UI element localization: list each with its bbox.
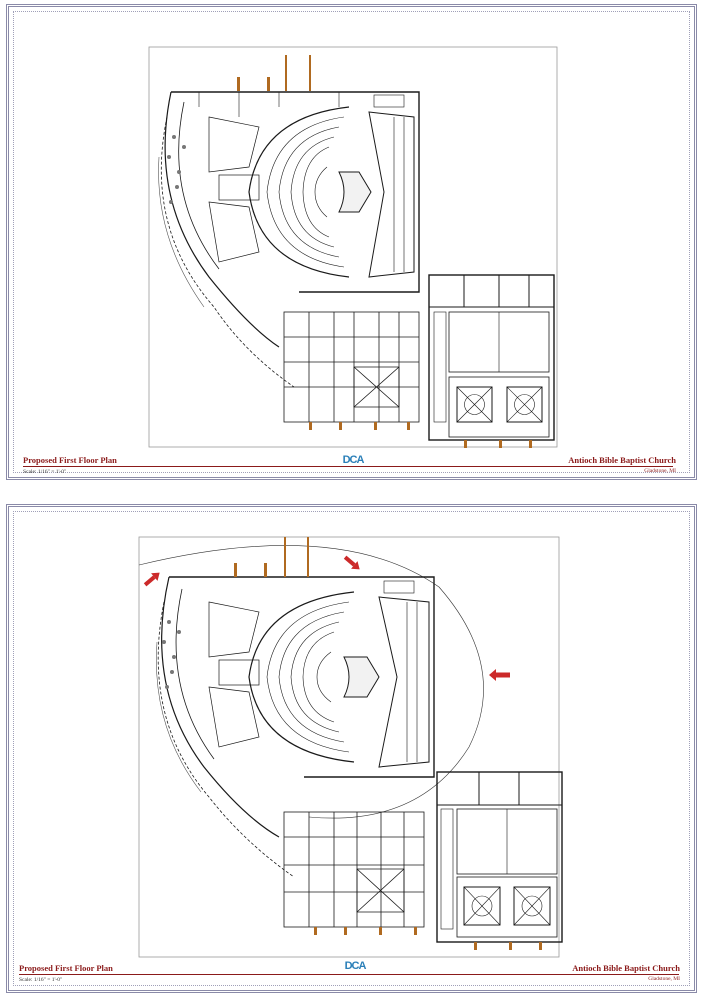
sheet-title: Proposed First Floor Plan [19, 963, 113, 973]
markup-arrow-left [142, 569, 163, 589]
firm-logo: DCA [342, 454, 364, 466]
scale-note: Scale: 1/16" = 1'-0" [23, 469, 67, 475]
markup-arrow-right [489, 669, 510, 681]
scale-note: Scale: 1/16" = 1'-0" [19, 977, 63, 983]
markup-arrows [142, 553, 510, 681]
grid-markers-revised [234, 537, 542, 950]
gymnasium-wing [429, 275, 554, 440]
project-location: Gladstone, MI [644, 468, 676, 474]
markup-arrow-top [342, 553, 363, 573]
project-name: Antioch Bible Baptist Church [568, 455, 676, 465]
sanctuary-block [165, 92, 419, 347]
firm-logo: DCA [344, 960, 366, 972]
floor-plan-original [9, 7, 700, 483]
classroom-wing [284, 312, 419, 422]
drawing-sheet-revised [6, 504, 697, 993]
drawing-sheet-original [6, 4, 697, 480]
classroom-wing-revised [284, 812, 424, 927]
floor-plan-revised [9, 507, 700, 996]
project-location: Gladstone, MI [648, 976, 680, 982]
sheet-title: Proposed First Floor Plan [23, 455, 117, 465]
sanctuary-block-revised [162, 577, 434, 837]
project-name: Antioch Bible Baptist Church [572, 963, 680, 973]
gymnasium-wing-revised [437, 772, 562, 942]
